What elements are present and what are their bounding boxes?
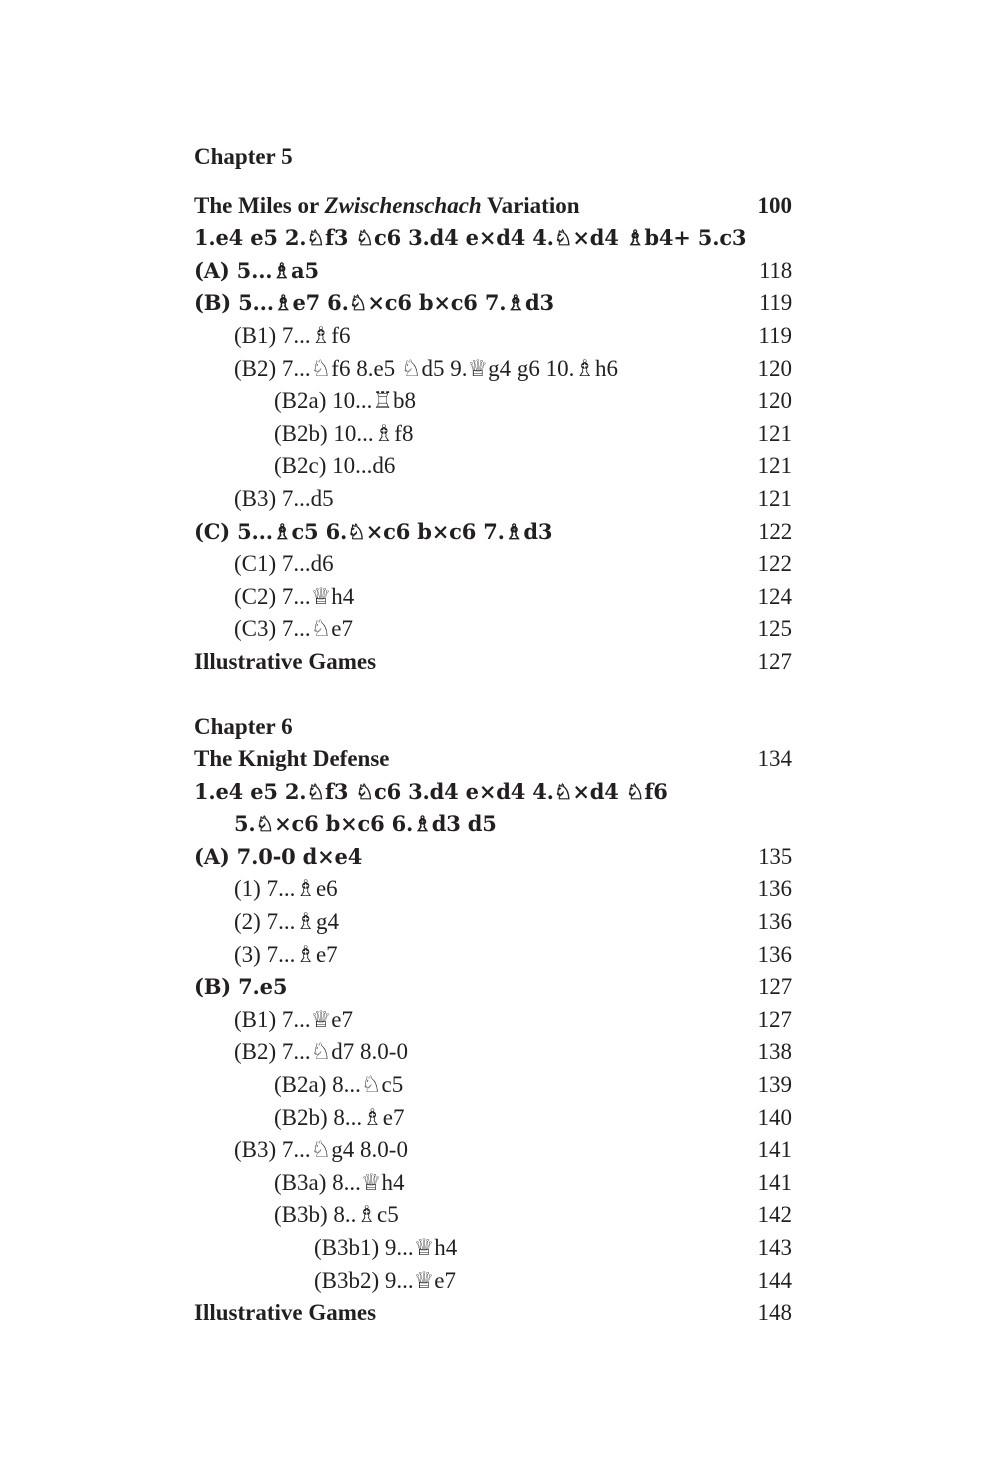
page-number: 124 (757, 583, 792, 609)
toc-entry (194, 385, 792, 418)
toc-entry (194, 1036, 792, 1069)
page-number: 140 (757, 1104, 792, 1130)
page-number: 118 (758, 257, 792, 283)
toc-entry (194, 1232, 792, 1265)
toc-entry (194, 873, 792, 906)
entry-text: (B3b2) 9...♕e7 (314, 1267, 456, 1293)
toc-entry (194, 255, 792, 288)
toc-entry (194, 320, 792, 353)
chapter-title-text (194, 190, 580, 223)
page-number: 127 (757, 648, 792, 674)
entry-text: (B2b) 8...♗e7 (274, 1104, 405, 1130)
page-number: 148 (757, 1300, 792, 1326)
toc-entry (194, 581, 792, 614)
entry-text: (A) 5...♗a5 (194, 257, 319, 283)
entry-text: (B1) 7...♕e7 (234, 1006, 353, 1032)
page-number: 127 (757, 1006, 792, 1032)
page-number: 141 (757, 1137, 792, 1163)
toc-entry (194, 1199, 792, 1232)
page-number: 139 (757, 1072, 792, 1098)
page-number: 135 (758, 843, 792, 869)
page-number: 121 (757, 485, 792, 511)
entry-text: (B1) 7...♗f6 (234, 322, 351, 348)
page-number: 134 (757, 746, 792, 772)
toc-entry-illustrative-games (194, 646, 792, 679)
toc-entry (194, 516, 792, 549)
page-number: 122 (757, 551, 792, 577)
page-number: 100 (757, 192, 792, 218)
entry-text: (B3b) 8..♗c5 (274, 1202, 399, 1228)
toc-entry (194, 483, 792, 516)
page-number: 136 (757, 909, 792, 935)
chapter-title (194, 743, 792, 776)
entry-text: (C) 5...♗c5 6.♘×c6 b×c6 7.♗d3 (194, 518, 553, 544)
entry-text: (B) 5...♗e7 6.♘×c6 b×c6 7.♗d3 (194, 290, 554, 316)
title-italic-part: Zwischenschach (324, 192, 482, 218)
table-of-contents (194, 141, 792, 1330)
page-number: 144 (757, 1267, 792, 1293)
entry-text: (3) 7...♗e7 (234, 941, 338, 967)
main-line-moves-continued (194, 808, 792, 841)
page-number: 119 (758, 290, 792, 316)
entry-text: (C1) 7...d6 (234, 551, 334, 577)
entry-text: (B3) 7...d5 (234, 485, 334, 511)
page-number: 127 (758, 974, 792, 1000)
toc-entry (194, 450, 792, 483)
toc-entry (194, 548, 792, 581)
toc-entry (194, 1134, 792, 1167)
entry-text: (B2a) 10...♖b8 (274, 388, 416, 414)
toc-entry (194, 906, 792, 939)
page-number: 119 (758, 322, 792, 348)
toc-entry (194, 1004, 792, 1037)
toc-entry (194, 613, 792, 646)
moves-text: 1.e4 e5 2.♘f3 ♘c6 3.d4 e×d4 4.♘×d4 ♘f6 (194, 778, 668, 804)
page-number: 120 (757, 355, 792, 381)
page-number: 121 (757, 420, 792, 446)
toc-entry (194, 418, 792, 451)
main-line-moves (194, 222, 792, 255)
entry-text: (B2a) 8...♘c5 (274, 1072, 404, 1098)
page-number: 141 (757, 1169, 792, 1195)
toc-entry (194, 939, 792, 972)
entry-text: (B2) 7...♘f6 8.e5 ♘d5 9.♕g4 g6 10.♗h6 (234, 355, 619, 381)
entry-text: (1) 7...♗e6 (234, 876, 338, 902)
toc-entry (194, 1102, 792, 1135)
toc-entry (194, 1265, 792, 1298)
page-number: 136 (757, 876, 792, 902)
chapter-title (194, 190, 792, 223)
entry-text: Illustrative Games (194, 648, 377, 674)
page-number: 138 (757, 1039, 792, 1065)
title-part: Variation (481, 192, 580, 218)
entry-text: (B2c) 10...d6 (274, 453, 396, 479)
title-part: The Miles or (194, 192, 325, 218)
main-line-moves (194, 776, 792, 809)
page-number: 142 (757, 1202, 792, 1228)
entry-text: (B3a) 8...♕h4 (274, 1169, 405, 1195)
toc-entry (194, 1069, 792, 1102)
toc-entry (194, 971, 792, 1004)
entry-text: (A) 7.0-0 d×e4 (194, 843, 363, 869)
chapter-label (194, 711, 792, 744)
chapter-label-text: Chapter 5 (194, 144, 293, 169)
toc-entry-illustrative-games (194, 1297, 792, 1330)
page-number: 125 (757, 616, 792, 642)
page-number: 121 (757, 453, 792, 479)
toc-entry (194, 841, 792, 874)
entry-text: (B) 7.e5 (194, 974, 288, 1000)
chapter-label-text: Chapter 6 (194, 713, 293, 739)
entry-text: (B3b1) 9...♕h4 (314, 1235, 458, 1260)
entry-text: Illustrative Games (194, 1300, 377, 1326)
toc-entry (194, 1167, 792, 1200)
page-number: 122 (758, 518, 792, 544)
entry-text: (B2) 7...♘d7 8.0-0 (234, 1039, 408, 1065)
entry-text: (2) 7...♗g4 (234, 909, 339, 935)
toc-entry (194, 287, 792, 320)
entry-text: (B3) 7...♘g4 8.0-0 (234, 1137, 408, 1163)
page-number: 120 (757, 388, 792, 414)
entry-text: (B2b) 10...♗f8 (274, 420, 414, 446)
page-number: 136 (757, 941, 792, 967)
entry-text: (C3) 7...♘e7 (234, 616, 353, 642)
moves-text: 5.♘×c6 b×c6 6.♗d3 d5 (234, 811, 497, 837)
moves-text: 1.e4 e5 2.♘f3 ♘c6 3.d4 e×d4 4.♘×d4 ♗b4+ 5.c3 (194, 225, 747, 251)
entry-text: (C2) 7...♕h4 (234, 583, 355, 609)
toc-entry (194, 353, 792, 386)
page-number: 143 (757, 1235, 792, 1260)
chapter-title-text: The Knight Defense (194, 746, 390, 772)
chapter-label (194, 141, 792, 174)
